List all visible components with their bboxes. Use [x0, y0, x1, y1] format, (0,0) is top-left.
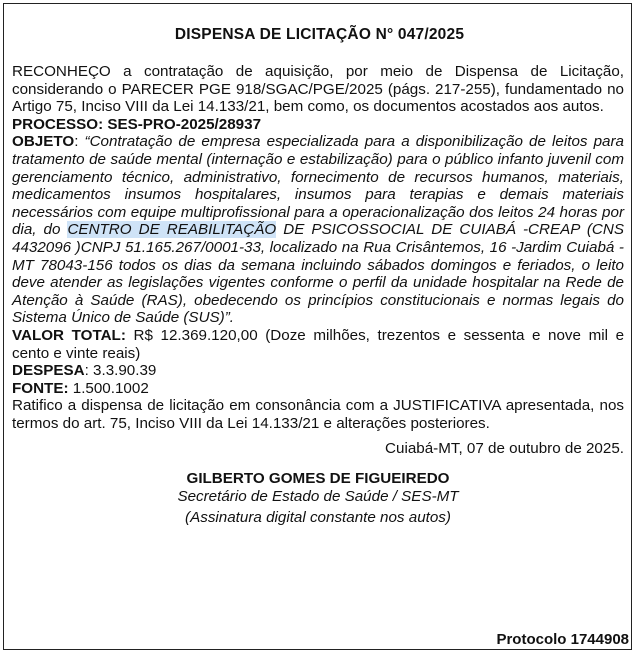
fonte-text: 1.500.1002	[68, 379, 149, 397]
valor-paragraph	[12, 327, 624, 362]
objeto-paragraph	[12, 133, 624, 327]
objeto-text-before: “Contratação de empresa especializada para a disponibilização de leitos para tratamento de saúde mental (internação e estabilização) para o público infanto juvenil com gerenciamento técnico, administrativo, fornecimento de recursos humanos, materiais, medicamentos insumos hospitalares, insumos para terapias e demais materiais necessários com equipe multiprofissional para a operacionalização dos leitos 24 horas por dia, do	[12, 133, 624, 239]
processo-line: PROCESSO: SES-PRO-2025/28937	[12, 115, 262, 133]
fonte-label: FONTE:	[12, 379, 69, 397]
objeto-text-after: DE PSICOSSOCIAL DE CUIABÁ -CREAP (CNS 4432096 )CNPJ 51.165.267/0001-33, localizado na Rua Crisântemos, 16 -Jardim Cuiabá -MT 78043-156 todos os dias da semana incluindo sábados domingos e feriados, o leito deve atender as legislações vigentes conforme o perfil da unidade hospitalar na Rede de Atenção à Saúde (RAS), obedecendo os princípios constitucionais e normas legais do Sistema Único de Saúde (SUS)”.	[12, 221, 624, 327]
signatory-name: GILBERTO GOMES DE FIGUEIREDO	[186, 470, 450, 488]
signatory-role: Secretário de Estado de Saúde / SES-MT	[177, 487, 459, 505]
objeto-separator: :	[74, 133, 85, 151]
despesa-line	[12, 362, 624, 380]
valor-label: VALOR TOTAL:	[12, 326, 126, 344]
objeto-highlighted-text: CENTRO DE REABILITAÇÃO	[67, 221, 277, 239]
document-title: DISPENSA DE LICITAÇÃO N° 047/2025	[174, 26, 465, 43]
fonte-line	[12, 380, 624, 398]
despesa-label: DESPESA	[12, 362, 85, 380]
despesa-text: : 3.3.90.39	[84, 362, 157, 380]
ratifico-paragraph: Ratifico a dispensa de licitação em consonância com a JUSTIFICATIVA apresentada, nos termos do art. 75, Inciso VIII da Lei 14.133/21 e alterações posteriores.	[12, 397, 624, 432]
signature-note: (Assinatura digital constante nos autos)	[185, 509, 451, 527]
protocol-number: Protocolo 1744908	[496, 631, 629, 648]
objeto-label: OBJETO	[12, 133, 75, 151]
valor-text: R$ 12.369.120,00 (Doze milhões, trezentos e sessenta e nove mil e cento e vinte reais)	[12, 326, 625, 362]
intro-paragraph: RECONHEÇO a contratação de aquisição, por meio de Dispensa de Licitação, considerando o PARECER PGE 918/SGAC/PGE/2025 (págs. 217-255), fundamentado no Artigo 75, Inciso VIII da Lei 14.133/21, bem como, os documentos acostados aos autos.	[12, 63, 624, 116]
document-body	[12, 63, 624, 527]
date-line: Cuiabá-MT, 07 de outubro de 2025.	[385, 440, 624, 458]
